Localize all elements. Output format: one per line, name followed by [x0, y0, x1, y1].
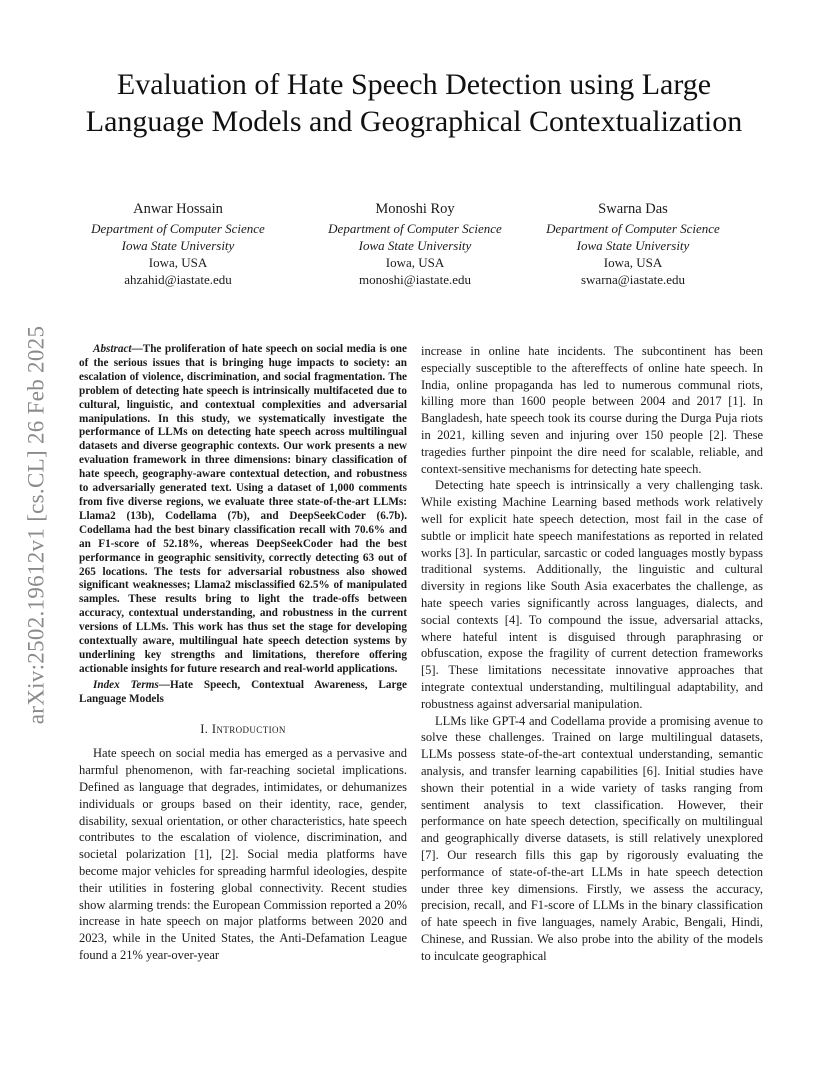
section-number: I.	[200, 721, 209, 736]
paper-title: Evaluation of Hate Speech Detection using Large Language Models and Geographical Contextualization	[85, 68, 743, 138]
author-name: Monoshi Roy	[375, 201, 455, 217]
body-paragraph: LLMs like GPT-4 and Codellama provide a promising avenue to solve these challenges. Trained on large multilingual datasets, LLMs possess state-of-the-art contextual understanding, semantic analysis, and transfer learning capabilities [6]. Initial studies have shown their potential in a wide variety of tasks ranging from sentiment analysis to text classification. However, their performance on hate speech detection, specifically on multilingual and geographically diverse datasets, is still relatively unexplored [7]. Our research fills this gap by rigorously evaluating the performance of state-of-the-art LLMs in hate speech detection under three key dimensions. Firstly, we assess the accuracy, precision, recall, and F1-score of LLMs in the binary classification of hate speech in five languages, namely Arabic, Bengali, Hindi, Chinese, and Russian. We also probe into the ability of the models to inculcate geographical	[421, 713, 763, 963]
body-paragraph: increase in online hate incidents. The subcontinent has been especially susceptible to the aftereffects of online hate speech. In India, online propaganda has led to numerous communal riots, killing more than 1600 people between 2004 and 2017 [1]. In Bangladesh, hate speech took its course during the Durga Puja riots in 2021, killing seven and injuring over 150 people [2]. These tragedies further pinpoint the dire need for scalable, reliable, and context-sensitive mechanisms for detecting hate speech.	[421, 344, 763, 476]
author-email: ahzahid@iastate.edu	[124, 272, 232, 287]
author-university: Iowa State University	[121, 238, 235, 253]
author-location: Iowa, USA	[385, 255, 445, 270]
author-email: monoshi@iastate.edu	[359, 272, 471, 287]
author-block-2	[300, 201, 530, 288]
right-column	[421, 343, 763, 964]
author-department: Department of Computer Science	[328, 221, 502, 236]
author-location: Iowa, USA	[603, 255, 663, 270]
author-name: Swarna Das	[598, 201, 668, 217]
arxiv-identifier-stamp	[20, 290, 52, 760]
author-block-3	[518, 201, 748, 288]
author-university: Iowa State University	[576, 238, 690, 253]
index-terms	[79, 679, 407, 707]
arxiv-identifier-text: arXiv:2502.19612v1 [cs.CL] 26 Feb 2025	[23, 325, 48, 725]
body-paragraph: Detecting hate speech is intrinsically a very challenging task. While existing Machine Learning based methods work relatively well for explicit hate speech detection, most fail in the case of subtle or implicit hate speech manifestations as reported in related works [3]. In particular, sarcastic or coded languages mostly bypass traditional systems. Additionally, the linguistic and cultural diversity in regions like South Asia exacerbates the challenge, as hate speech varies significantly across languages, dialects, and social contexts [4]. To compound the issue, adversarial attacks, where hateful intent is disguised through paraphrasing or obfuscation, expose the fragility of current detection frameworks [5]. These limitations necessitate innovative approaches that integrate contextual understanding, multilingual adaptability, and robustness against adversarial manipulation.	[421, 478, 763, 711]
author-location: Iowa, USA	[148, 255, 208, 270]
abstract-text: —The proliferation of hate speech on social media is one of the serious issues that is bringing huge impacts to society: an escalation of violence, discrimination, and social fragmentation. The problem of detecting hate speech is intrinsically multifaceted due to cultural, linguistic, and contextual complexities and adversarial manipulations. In this study, we systematically investigate the performance of LLMs on detecting hate speech across multilingual datasets and diverse geographic contexts. Our work presents a new evaluation framework in three dimensions: binary classification of hate speech, geography-aware contextual detection, and robustness to adversarially generated text. Using a dataset of 1,000 comments from five diverse regions, we evaluate three state-of-the-art LLMs: Llama2 (13b), Codellama (7b), and DeepSeekCoder (6.7b). Codellama had the best binary classification recall with 70.6% and an F1-score of 52.18%, whereas DeepSeekCoder had the best performance in geographic sensitivity, correctly detecting 63 out of 265 locations. The tests for adversarial robustness also showed significant weaknesses; Llama2 misclassified 62.5% of manipulated samples. These results bring to light the trade-offs between accuracy, contextual understanding, and robustness in the current versions of LLMs. This work has thus set the stage for developing contextually aware, multilingual hate speech detection systems by underlining key strengths and limitations, therefore offering actionable insights for future research and real-world applications.	[79, 343, 407, 675]
body-paragraph: Hate speech on social media has emerged as a pervasive and harmful phenomenon, with far-reaching societal implications. Defined as language that degrades, intimidates, or dehumanizes individuals or groups based on their identity, race, gender, disability, sexual orientation, or other characteristics, hate speech contributes to the escalation of violence, discrimination, and societal polarization [1], [2]. Social media platforms have become major vehicles for spreading harmful ideologies, despite their utilities in fostering global connectivity. Recent studies show alarming trends: the European Commission reported a 20% increase in hate speech on major platforms between 2020 and 2023, while in the United States, the Anti-Defamation League found a 21% year-over-year	[79, 746, 407, 962]
author-university: Iowa State University	[358, 238, 472, 253]
author-department: Department of Computer Science	[91, 221, 265, 236]
author-email: swarna@iastate.edu	[580, 272, 685, 287]
abstract	[79, 343, 407, 677]
section-title: Introduction	[211, 721, 286, 736]
author-block-1	[63, 201, 293, 288]
index-terms-label: Index Terms	[93, 678, 159, 691]
author-name: Anwar Hossain	[133, 201, 223, 217]
section-heading-introduction	[79, 721, 407, 738]
author-department: Department of Computer Science	[546, 221, 720, 236]
left-column	[79, 343, 407, 964]
abstract-label: Abstract	[93, 343, 132, 355]
index-terms-text: —Hate Speech, Contextual Awareness, Large Language Models	[79, 678, 407, 705]
